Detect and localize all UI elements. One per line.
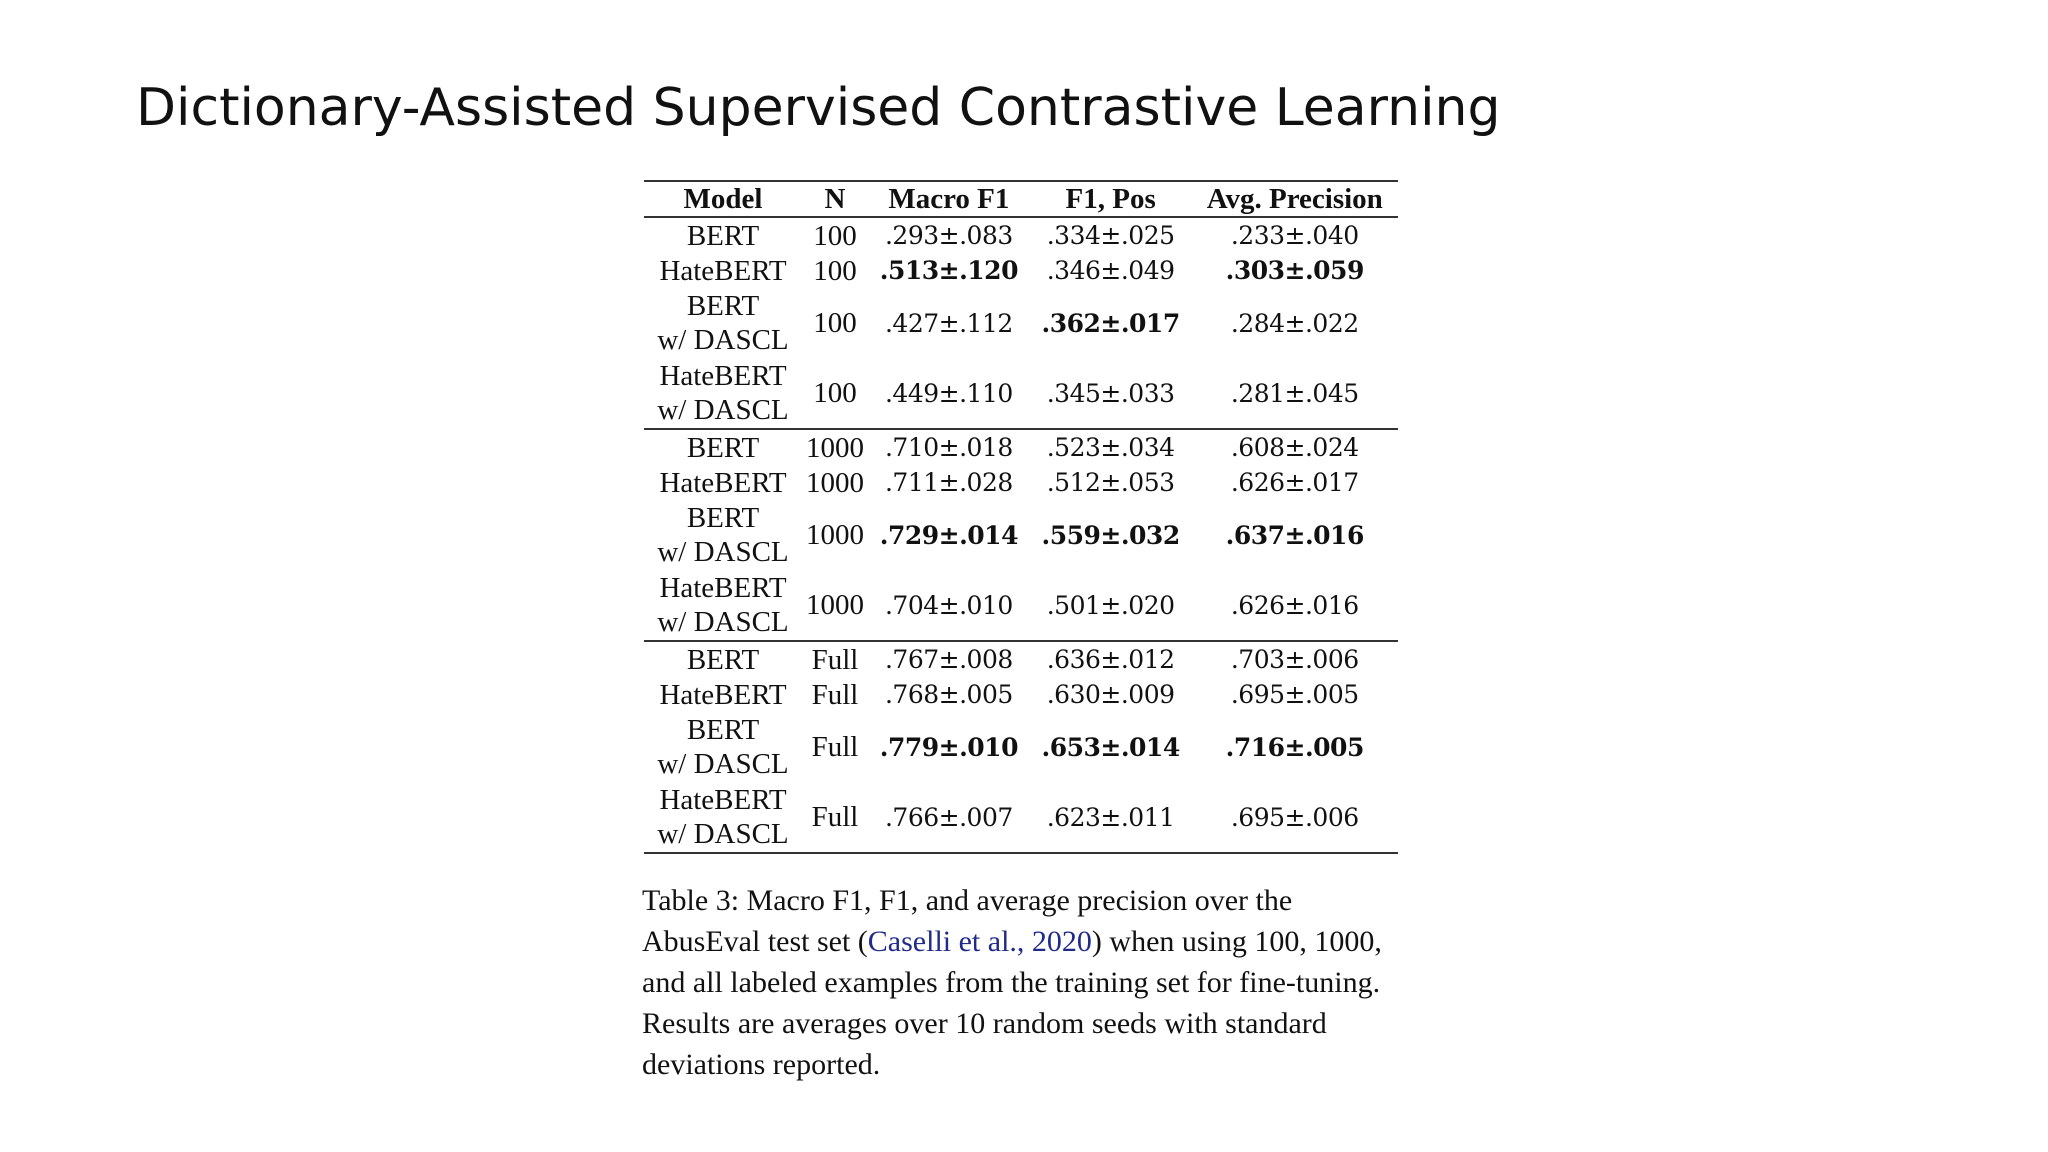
score-value: .512±.053	[1046, 468, 1175, 497]
score-value: .636±.012	[1046, 645, 1175, 674]
model-name-line: HateBERT	[659, 784, 787, 816]
f1-pos-cell	[1030, 712, 1192, 782]
avg-precision-cell	[1192, 712, 1399, 782]
n-cell: 100	[813, 219, 857, 252]
macro-f1-cell	[868, 641, 1030, 677]
model-name-line: w/ DASCL	[657, 394, 789, 426]
f1-pos-cell	[1030, 288, 1192, 358]
model-name-line: BERT	[686, 502, 760, 534]
score-value: .362±.017	[1041, 308, 1180, 338]
model-cell	[644, 253, 802, 288]
table-row	[644, 465, 1398, 500]
score-value: .768±.005	[884, 680, 1013, 709]
f1-pos-cell	[1030, 429, 1192, 465]
score-value: .637±.016	[1225, 520, 1364, 550]
f1-pos-cell	[1030, 253, 1192, 288]
score-value: .623±.011	[1046, 802, 1175, 832]
n-cell: Full	[811, 678, 859, 711]
n-cell: Full	[811, 801, 859, 833]
avg-precision-cell	[1192, 429, 1399, 465]
caption-text-before: Table 3: Macro F1, F1, and average precision over the AbusEval test set (	[642, 884, 1293, 958]
model-name-line: BERT	[686, 714, 760, 746]
score-value: .710±.018	[884, 433, 1013, 462]
model-name-line: w/ DASCL	[657, 818, 789, 850]
macro-f1-cell	[868, 500, 1030, 570]
macro-f1-cell	[868, 712, 1030, 782]
avg-precision-cell	[1192, 253, 1399, 288]
score-value: .695±.006	[1230, 802, 1359, 832]
score-value: .711±.028	[884, 468, 1013, 497]
score-value: .626±.016	[1230, 590, 1359, 620]
caption-citation-link[interactable]: Caselli et al., 2020	[867, 925, 1092, 958]
score-value: .427±.112	[884, 308, 1013, 338]
macro-f1-cell	[868, 677, 1030, 712]
model-name-line: HateBERT	[659, 466, 787, 499]
slide-title: Dictionary-Assisted Supervised Contrastive Learning	[136, 78, 1501, 138]
header-avg-precision: Avg. Precision	[1206, 183, 1383, 215]
macro-f1-cell	[868, 465, 1030, 500]
results-table	[644, 180, 1398, 854]
table-row	[644, 782, 1398, 853]
model-cell	[644, 782, 802, 853]
score-value: .523±.034	[1046, 433, 1175, 462]
model-name-line: BERT	[686, 290, 760, 322]
model-name-line: w/ DASCL	[657, 324, 789, 356]
table-group-n1000	[644, 429, 1398, 641]
header-f1-pos: F1, Pos	[1065, 183, 1156, 215]
table-caption	[642, 880, 1412, 1085]
model-name-line: w/ DASCL	[657, 748, 789, 780]
avg-precision-cell	[1192, 641, 1399, 677]
model-name-line: HateBERT	[659, 254, 787, 287]
avg-precision-cell	[1192, 288, 1399, 358]
table-row	[644, 500, 1398, 570]
macro-f1-cell	[868, 358, 1030, 429]
score-value: .729±.014	[879, 520, 1018, 550]
model-cell	[644, 217, 802, 253]
score-value: .695±.005	[1230, 680, 1359, 709]
results-table-container	[644, 180, 1398, 854]
model-name-line: HateBERT	[659, 572, 787, 604]
f1-pos-cell	[1030, 641, 1192, 677]
macro-f1-cell	[868, 288, 1030, 358]
score-value: .704±.010	[884, 590, 1013, 620]
model-name-line: HateBERT	[659, 678, 787, 711]
model-cell	[644, 465, 802, 500]
macro-f1-cell	[868, 570, 1030, 641]
table-row	[644, 253, 1398, 288]
score-value: .345±.033	[1046, 378, 1175, 408]
avg-precision-cell	[1192, 217, 1399, 253]
table-row	[644, 288, 1398, 358]
n-cell: Full	[811, 731, 859, 763]
score-value: .513±.120	[879, 256, 1018, 285]
header-row	[644, 181, 1398, 217]
n-cell: 1000	[806, 466, 864, 499]
model-name-line: BERT	[686, 219, 760, 252]
score-value: .284±.022	[1230, 308, 1359, 338]
n-cell: Full	[811, 643, 859, 676]
score-value: .233±.040	[1230, 221, 1359, 250]
score-value: .501±.020	[1046, 590, 1175, 620]
model-cell	[644, 429, 802, 465]
table-row	[644, 358, 1398, 429]
score-value: .346±.049	[1046, 256, 1175, 285]
score-value: .303±.059	[1225, 256, 1364, 285]
avg-precision-cell	[1192, 782, 1399, 853]
macro-f1-cell	[868, 217, 1030, 253]
avg-precision-cell	[1192, 465, 1399, 500]
model-name-line: w/ DASCL	[657, 606, 789, 638]
score-value: .293±.083	[884, 221, 1013, 250]
score-value: .626±.017	[1230, 468, 1359, 497]
caption-text-after: ) when using 100, 1000, and all labeled examples from the training set for fine-tuning. Results are averages over 10 random seeds with standard deviations reported.	[642, 925, 1382, 1081]
table-group-n100	[644, 217, 1398, 429]
f1-pos-cell	[1030, 570, 1192, 641]
header-macro-f1: Macro F1	[888, 183, 1010, 215]
table-header	[644, 181, 1398, 217]
n-cell: 1000	[806, 431, 864, 464]
table-row	[644, 217, 1398, 253]
n-cell: 100	[813, 377, 857, 409]
score-value: .767±.008	[884, 645, 1013, 674]
model-cell	[644, 570, 802, 641]
model-name-line: BERT	[686, 431, 760, 464]
n-cell: 1000	[806, 519, 864, 551]
f1-pos-cell	[1030, 358, 1192, 429]
score-value: .716±.005	[1225, 732, 1364, 762]
table-row	[644, 641, 1398, 677]
model-cell	[644, 288, 802, 358]
score-value: .766±.007	[884, 802, 1013, 832]
model-cell	[644, 641, 802, 677]
header-model: Model	[683, 183, 763, 215]
score-value: .653±.014	[1041, 732, 1180, 762]
f1-pos-cell	[1030, 500, 1192, 570]
model-name-line: BERT	[686, 643, 760, 676]
macro-f1-cell	[868, 253, 1030, 288]
score-value: .449±.110	[884, 378, 1013, 408]
score-value: .334±.025	[1046, 221, 1175, 250]
n-cell: 100	[813, 254, 857, 287]
avg-precision-cell	[1192, 677, 1399, 712]
avg-precision-cell	[1192, 500, 1399, 570]
macro-f1-cell	[868, 429, 1030, 465]
macro-f1-cell	[868, 782, 1030, 853]
header-n: N	[824, 183, 846, 215]
n-cell: 100	[813, 307, 857, 339]
model-cell	[644, 358, 802, 429]
f1-pos-cell	[1030, 217, 1192, 253]
f1-pos-cell	[1030, 782, 1192, 853]
model-cell	[644, 712, 802, 782]
score-value: .559±.032	[1041, 520, 1180, 550]
table-row	[644, 677, 1398, 712]
table-row	[644, 429, 1398, 465]
model-cell	[644, 677, 802, 712]
f1-pos-cell	[1030, 465, 1192, 500]
score-value: .281±.045	[1230, 378, 1359, 408]
avg-precision-cell	[1192, 358, 1399, 429]
score-value: .630±.009	[1046, 680, 1175, 709]
n-cell: 1000	[806, 589, 864, 621]
model-name-line: w/ DASCL	[657, 536, 789, 568]
score-value: .703±.006	[1230, 645, 1359, 674]
avg-precision-cell	[1192, 570, 1399, 641]
model-cell	[644, 500, 802, 570]
score-value: .608±.024	[1230, 433, 1359, 462]
model-name-line: HateBERT	[659, 360, 787, 392]
f1-pos-cell	[1030, 677, 1192, 712]
table-row	[644, 712, 1398, 782]
table-row	[644, 570, 1398, 641]
score-value: .779±.010	[879, 732, 1018, 762]
table-group-full	[644, 641, 1398, 853]
